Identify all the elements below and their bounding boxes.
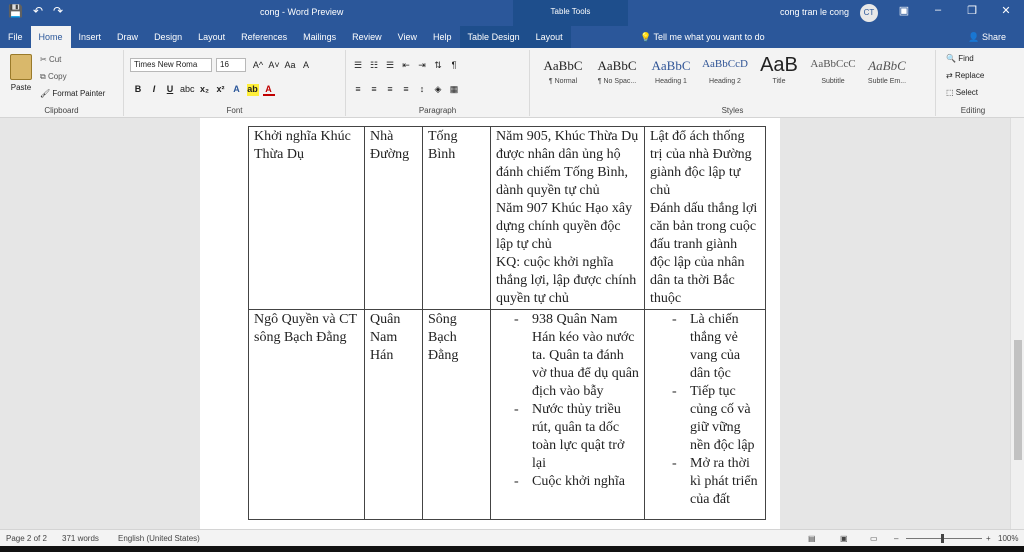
cell-text: Nhà Đường xyxy=(370,129,410,162)
cut-button[interactable]: ✂ Cut xyxy=(40,55,62,64)
style-subtitle[interactable] xyxy=(806,54,860,94)
styles-group-label: Styles xyxy=(721,106,744,115)
font-color-icon[interactable]: A xyxy=(263,84,275,96)
table-cell[interactable] xyxy=(249,310,365,520)
sort-icon[interactable]: ⇅ xyxy=(434,60,442,70)
list-item: - Mở ra thời kì phát triển của đất xyxy=(650,455,760,509)
underline-icon[interactable]: U xyxy=(166,84,174,94)
share-label: Share xyxy=(981,32,1006,42)
status-bar xyxy=(0,529,1024,546)
italic-icon[interactable]: I xyxy=(152,84,156,94)
cell-text: Sông Bạch Đằng xyxy=(428,312,459,363)
style-heading-2[interactable] xyxy=(698,54,752,94)
person-icon: 👤 xyxy=(968,32,982,42)
cell-paragraph: Năm 907 Khúc Hạo xây dựng chính quyền độc lập tự chủ xyxy=(496,201,633,252)
format-painter-button[interactable]: 🖌 Format Painter xyxy=(40,89,106,98)
style-subtle-emphasis[interactable] xyxy=(860,54,914,94)
multilevel-list-icon[interactable]: ☰ xyxy=(385,60,395,70)
pilcrow-icon[interactable]: ¶ xyxy=(451,60,457,70)
table-tools-label: Table Tools xyxy=(513,0,628,26)
tab-design[interactable]: Design xyxy=(154,32,183,42)
page-count[interactable]: Page 2 of 2 xyxy=(6,534,47,543)
history-table xyxy=(248,126,766,520)
cell-text: Quân Nam Hán xyxy=(370,312,401,363)
clear-format-icon[interactable]: A xyxy=(302,60,309,70)
style-title[interactable] xyxy=(752,54,806,94)
style-normal[interactable] xyxy=(536,54,590,94)
bullets-icon[interactable]: ☰ xyxy=(353,60,363,70)
select-button[interactable]: ⬚ Select xyxy=(946,88,979,97)
paste-button[interactable] xyxy=(6,54,36,92)
tab-home[interactable]: Home xyxy=(31,26,71,48)
font-group xyxy=(124,50,346,116)
document-workspace xyxy=(0,118,1024,529)
zoom-out-icon[interactable]: – xyxy=(894,534,899,543)
align-right-icon[interactable]: ≡ xyxy=(387,84,393,94)
zoom-slider[interactable] xyxy=(906,538,982,539)
grow-font-icon[interactable]: A^ xyxy=(252,60,264,70)
clipboard-group-label: Clipboard xyxy=(44,106,79,115)
undo-icon[interactable]: ↶ xyxy=(32,4,44,18)
tab-view[interactable]: View xyxy=(397,32,418,42)
avatar[interactable]: CT xyxy=(860,4,878,22)
cell-text: Tống Bình xyxy=(428,129,458,162)
table-cell[interactable] xyxy=(365,127,423,310)
style-name: Heading 2 xyxy=(709,78,741,85)
style-name: ¶ Normal xyxy=(548,78,578,85)
align-left-icon[interactable]: ≡ xyxy=(355,84,361,94)
editing-group-label: Editing xyxy=(960,106,986,115)
cell-paragraph: Đánh dấu thắng lợi căn bản trong cuộc đấu tranh giành độc lập của nhân dân ta thời Bắc thuộc xyxy=(650,201,758,306)
word-count[interactable]: 371 words xyxy=(62,534,99,543)
replace-button[interactable]: ⇄ Replace xyxy=(946,71,985,80)
ribbon xyxy=(0,48,1024,118)
tab-review[interactable]: Review xyxy=(352,32,382,42)
style-preview: AaBbCcD xyxy=(702,58,748,70)
zoom-in-icon[interactable]: + xyxy=(986,534,991,543)
table-row xyxy=(249,310,766,520)
restore-icon[interactable]: ❐ xyxy=(967,5,977,17)
cut-label: Cut xyxy=(48,55,62,64)
tab-file[interactable]: File xyxy=(8,32,23,42)
user-name[interactable]: cong tran le cong xyxy=(780,7,850,17)
justify-icon[interactable]: ≡ xyxy=(403,84,409,94)
format-painter-label: Format Painter xyxy=(52,89,106,98)
tab-layout[interactable]: Layout xyxy=(198,32,226,42)
quick-access-toolbar xyxy=(8,4,63,18)
shading-icon[interactable]: ◈ xyxy=(434,84,442,94)
tab-help[interactable]: Help xyxy=(433,32,452,42)
redo-icon[interactable]: ↷ xyxy=(53,4,64,18)
tab-mailings[interactable]: Mailings xyxy=(303,32,337,42)
list-item: - Cuộc khởi nghĩa xyxy=(496,473,639,491)
window-title: cong - Word Preview xyxy=(260,7,344,17)
style-preview: AaBbC xyxy=(543,58,583,73)
clipboard-icon xyxy=(10,54,32,80)
style-name: Heading 1 xyxy=(655,78,687,85)
subscript-icon[interactable]: x₂ xyxy=(200,84,210,94)
tell-me-search[interactable] xyxy=(640,32,765,43)
share-button[interactable] xyxy=(968,32,1006,43)
paragraph-group xyxy=(346,50,530,116)
cell-paragraph: KQ: cuộc khởi nghĩa thắng lợi, lập được chính quyền tự chủ xyxy=(496,255,637,306)
font-size-box[interactable]: 16 xyxy=(216,58,246,72)
bold-icon[interactable]: B xyxy=(134,84,142,94)
styles-gallery xyxy=(536,54,914,94)
table-cell[interactable] xyxy=(423,127,491,310)
borders-icon[interactable]: ▦ xyxy=(449,84,459,94)
meaning-list xyxy=(650,311,760,509)
font-format-buttons xyxy=(132,84,275,96)
style-preview: AaBbC xyxy=(597,58,637,73)
text-effects-icon[interactable]: A xyxy=(233,84,240,94)
font-name-box[interactable]: Times New Roma xyxy=(130,58,212,72)
save-icon[interactable]: 💾 xyxy=(8,4,23,18)
style-preview: AaBbC xyxy=(868,58,906,73)
table-cell[interactable] xyxy=(491,310,645,520)
cell-paragraph: Lật đổ ách thống trị của nhà Đường giành độc lập tự chủ xyxy=(650,129,752,198)
scrollbar-thumb[interactable] xyxy=(1014,340,1022,460)
find-button[interactable]: 🔍 Find xyxy=(946,54,974,63)
web-layout-icon[interactable]: ▭ xyxy=(870,534,878,543)
paragraph-row-1 xyxy=(352,60,460,71)
minimize-icon[interactable]: – xyxy=(934,4,942,16)
list-item: - Tiếp tục củng cố và giữ vững nền độc lập xyxy=(650,383,760,455)
cell-paragraph: Năm 905, Khúc Thừa Dụ được nhân dân ủng hộ đánh chiếm Tống Bình, dành quyền tự chủ xyxy=(496,129,639,198)
table-cell[interactable] xyxy=(365,310,423,520)
tab-references[interactable]: References xyxy=(241,32,288,42)
tell-me-text: Tell me what you want to do xyxy=(653,32,765,42)
tab-table-layout[interactable]: Layout xyxy=(528,26,571,48)
table-cell[interactable] xyxy=(645,310,766,520)
cell-text: Khởi nghĩa Khúc Thừa Dụ xyxy=(254,129,351,162)
zoom-slider-handle[interactable] xyxy=(941,534,944,543)
table-cell[interactable] xyxy=(249,127,365,310)
list-item: - 938 Quân Nam Hán kéo vào nước ta. Quân ta đánh vờ thua để dụ quân địch vào bẫy xyxy=(496,311,639,401)
table-cell[interactable] xyxy=(491,127,645,310)
lightbulb-icon: 💡 xyxy=(640,32,654,42)
font-group-label: Font xyxy=(226,106,243,115)
paragraph-group-label: Paragraph xyxy=(418,106,457,115)
change-case-icon[interactable]: Aa xyxy=(284,60,296,70)
zoom-level[interactable]: 100% xyxy=(998,534,1019,543)
style-name: Subtitle xyxy=(821,78,845,85)
line-spacing-icon[interactable]: ↕ xyxy=(419,84,425,94)
result-list xyxy=(496,311,639,491)
tab-insert[interactable]: Insert xyxy=(78,32,102,42)
vertical-scrollbar[interactable] xyxy=(1010,118,1024,529)
decrease-indent-icon[interactable]: ⇤ xyxy=(402,60,410,70)
table-cell[interactable] xyxy=(645,127,766,310)
style-no-spacing[interactable] xyxy=(590,54,644,94)
find-label: Find xyxy=(958,54,974,63)
paste-label: Paste xyxy=(10,83,32,92)
cell-text: Ngô Quyền và CT sông Bạch Đằng xyxy=(254,312,357,345)
numbering-icon[interactable]: ☷ xyxy=(369,60,379,70)
title-bar xyxy=(0,0,1024,26)
style-name: ¶ No Spac... xyxy=(597,78,637,85)
strikethrough-icon[interactable]: abc xyxy=(180,84,195,94)
style-preview: AaBbC xyxy=(651,58,691,73)
taskbar xyxy=(0,546,1024,552)
style-preview: AaB xyxy=(760,54,798,76)
style-heading-1[interactable] xyxy=(644,54,698,94)
shrink-font-icon[interactable]: A˅ xyxy=(268,60,280,70)
read-mode-icon[interactable]: ▤ xyxy=(808,534,816,543)
copy-label: Copy xyxy=(47,72,67,81)
ribbon-tabs xyxy=(0,26,1024,48)
select-label: Select xyxy=(955,88,979,97)
close-icon[interactable]: ✕ xyxy=(1001,5,1011,17)
style-name: Title xyxy=(772,78,786,85)
replace-label: Replace xyxy=(954,71,985,80)
table-row xyxy=(249,127,766,310)
ribbon-display-icon[interactable]: ▣ xyxy=(898,5,910,17)
table-cell[interactable] xyxy=(423,310,491,520)
print-layout-icon[interactable]: ▣ xyxy=(840,534,848,543)
tab-draw[interactable]: Draw xyxy=(117,32,139,42)
align-center-icon[interactable]: ≡ xyxy=(371,84,377,94)
clipboard-group xyxy=(0,50,124,116)
increase-indent-icon[interactable]: ⇥ xyxy=(418,60,426,70)
document-page[interactable] xyxy=(200,118,780,529)
font-size-buttons xyxy=(252,60,312,70)
paragraph-row-2 xyxy=(352,84,460,95)
highlight-icon[interactable]: ab xyxy=(247,84,258,94)
copy-button[interactable]: ⧉ Copy xyxy=(40,72,67,81)
language-indicator[interactable]: English (United States) xyxy=(118,534,200,543)
tab-table-design[interactable]: Table Design xyxy=(460,26,528,48)
superscript-icon[interactable]: x² xyxy=(216,84,225,94)
list-item: - Nước thủy triều rút, quân ta dốc toàn lực quật trở lại xyxy=(496,401,639,473)
style-preview: AaBbCcC xyxy=(810,58,856,70)
list-item: - Là chiến thắng vẻ vang của dân tộc xyxy=(650,311,760,383)
style-name: Subtle Em... xyxy=(867,78,907,85)
